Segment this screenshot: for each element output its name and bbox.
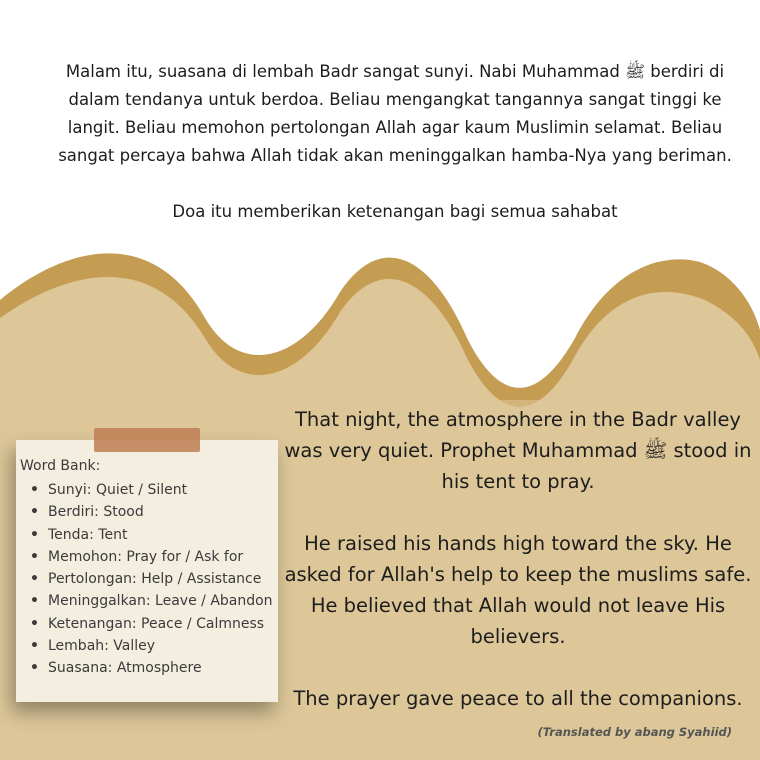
english-paragraph-1: That night, the atmosphere in the Badr valley was very quiet. Prophet Muhammad ﷺ stood in his tent to pray.: [284, 408, 752, 493]
indonesian-paragraph-1: Malam itu, suasana di lembah Badr sangat sunyi. Nabi Muhammad ﷺ berdiri di dalam tendanya untuk berdoa. Beliau mengangkat tangannya sangat tinggi ke langit. Beliau memohon pertolongan Allah agar kaum Muslimin selamat. Beliau sangat percaya bahwa Allah tidak akan meninggalkan hamba-Nya yang beriman.: [58, 62, 732, 165]
bullet-icon: •: [30, 638, 39, 655]
bullet-icon: •: [30, 615, 39, 632]
bullet-icon: •: [30, 593, 39, 610]
english-paragraph-2: He raised his hands high toward the sky. He asked for Allah's help to keep the muslims safe. He believed that Allah would not leave His believers.: [284, 532, 752, 648]
translation-credit: (Translated by abang Syahiid): [537, 725, 732, 739]
bullet-icon: •: [30, 504, 39, 521]
word-bank-item: • Lembah: Valley: [30, 635, 273, 657]
word-bank-item: • Meninggalkan: Leave / Abandon: [30, 590, 273, 612]
word-bank-list: [30, 479, 273, 680]
word-bank-item: • Memohon: Pray for / Ask for: [30, 546, 273, 568]
word-bank-item: • Ketenangan: Peace / Calmness: [30, 613, 273, 635]
english-paragraph-3: The prayer gave peace to all the companions.: [293, 687, 743, 710]
bullet-icon: •: [30, 482, 39, 498]
bullet-icon: •: [30, 660, 39, 677]
word-bank-item: • Berdiri: Stood: [30, 501, 273, 523]
word-bank-title: Word Bank:: [20, 458, 101, 474]
english-text-block: [284, 404, 752, 714]
bullet-icon: •: [30, 548, 39, 565]
word-bank-item: • Pertolongan: Help / Assistance: [30, 568, 273, 590]
bullet-icon: •: [30, 526, 39, 543]
bullet-icon: •: [30, 571, 39, 588]
note-tape: [94, 428, 200, 452]
word-bank-item: • Tenda: Tent: [30, 524, 273, 546]
word-bank-item: • Sunyi: Quiet / Silent: [30, 479, 273, 501]
indonesian-paragraph-2: Doa itu memberikan ketenangan bagi semua sahabat: [172, 202, 618, 221]
word-bank-item: • Suasana: Atmosphere: [30, 657, 273, 679]
